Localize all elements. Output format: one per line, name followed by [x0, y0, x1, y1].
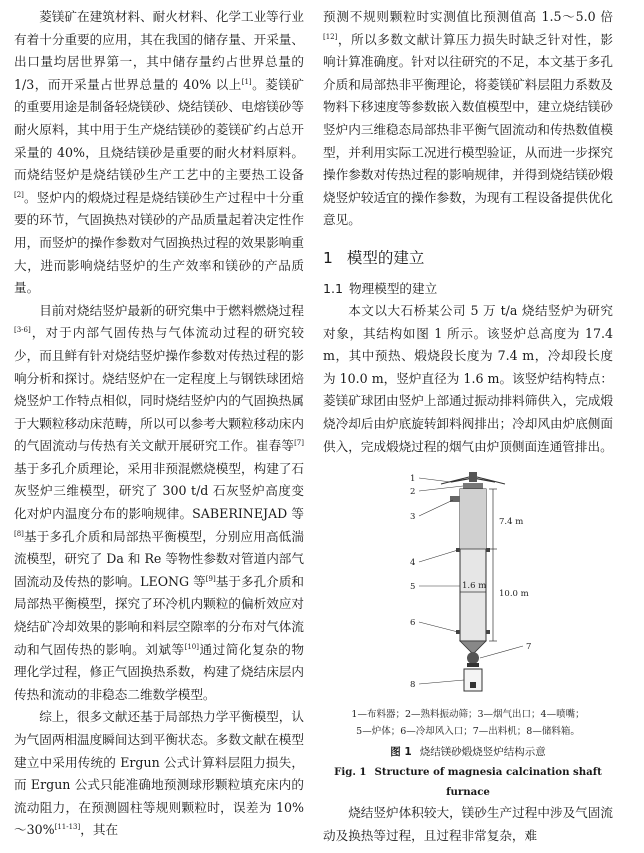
dim-width-label: 1.6 m [462, 581, 487, 592]
part-label-3: 3 [410, 512, 416, 523]
dim-top-label: 7.4 m [499, 517, 524, 528]
part-label-4: 4 [410, 558, 416, 569]
figure-1 [323, 464, 613, 704]
right-column [323, 6, 613, 847]
part-label-5: 5 [410, 582, 416, 593]
paragraph-literature: 目前对烧结竖炉最新的研究集中于燃料燃烧过程[3-6]，对于内部气固传热与气体流动过程的研究较少，而且鲜有针对烧结竖炉操作参数对传热过程的影响分析和探讨。烧结竖炉在一定程度上与钢铁球团焙烧竖炉工作特点相似，同时烧结竖炉内的气固换热属于大颗粒移动床范畴，所以可以参考大颗粒移动床内的气固流动与传热有关文献开展研究工作。崔春等[7]基于多孔介质理论，采用非预混燃烧模型，构建了石灰竖炉三维模型，研究了 300 t/d 石灰竖炉高度变化对炉内温度分布的影响规律。SABERINEJAD 等[8]基于多孔介质和局部热平衡模型，分别应用高低湍流模型，研究了 Da 和 Re 等物性参数对管道内部气固流动及传热的影响。LEONG 等[9]基于多孔介质和局部热平衡模型，探究了环冷机内颗粒的偏析效应对烧结矿冷却效果的影响和料层空隙率的分布对气体流动和气固传热的影响。刘斌等[10]通过简化复杂的物理化学过程，修正气固换热系数，构建了烧结床层内传热和流动的非稳态二维数学模型。 [14, 302, 304, 702]
discharger-icon [460, 641, 486, 667]
distributor-icon [441, 472, 505, 489]
dim-bottom-label: 10.0 m [499, 589, 529, 600]
section-heading-1: 1 模型的建立 [323, 248, 425, 267]
legend-line-2: 5—炉体；6—冷却风入口；7—出料机；8—储料箱。 [356, 726, 580, 738]
paragraph-intro: 菱镁矿在建筑材料、耐火材料、化学工业等行业有着十分重要的应用，其在我国的储存量、开采量、出口量均居世界第一，其中储存量约占世界总量的 1/3，而开采量占世界总量的 40% 以上[1]。菱镁矿的重要用途是制备轻烧镁砂、烧结镁砂、电熔镁砂等耐火原料，其中用于生产烧结镁砂的菱镁矿约占总开采量的 40%，且烧结镁砂是重要的耐火材料原料。而烧结竖炉是烧结镁砂生产工艺中的主要热工设备[2]。竖炉内的煅烧过程是烧结镁砂生产过程中十分重要的环节，气固换热对镁砂的产品质量起着决定性作用，而竖炉的操作参数对气固换热过程的效果影响重大，进而影响烧结竖炉的生产效率和镁砂的产品质量。 [14, 9, 304, 296]
legend-line-1: 1—布料器；2—熟料振动筛；3—烟气出口；4—喷嘴； [351, 709, 585, 721]
shaft-furnace-diagram [323, 464, 613, 704]
part-label-1: 1 [410, 474, 416, 485]
left-column [14, 6, 304, 842]
paragraph-summary: 综上，很多文献还基于局部热力学平衡模型，认为气固两相温度瞬间达到平衡状态。多数文献在模型建立中采用传统的 Ergun 公式计算料层阻力损失，而 Ergun 公式只能准确地预测球形颗粒填充床内的流动阻力，在预测圆柱等规则颗粒时，误差为 10%～30%[11-13]，其在 [14, 709, 304, 838]
section-heading-1-1: 1.1 物理模型的建立 [323, 280, 438, 296]
furnace-body [456, 489, 490, 641]
figure-legend [323, 706, 613, 740]
smoke-outlet [450, 496, 460, 502]
figure-caption-cn: 图 1 烧结镁砂煅烧竖炉结构示意 [390, 746, 546, 759]
part-label-7: 7 [526, 642, 532, 653]
paragraph-last: 烧结竖炉体积较大，镁砂生产过程中涉及气固流动及换热等过程，且过程非常复杂，难 [323, 805, 613, 843]
paragraph-model: 本文以大石桥某公司 5 万 t/a 烧结竖炉为研究对象，其结构如图 1 所示。该竖炉总高度为 17.4 m，其中预热、煅烧段长度为 7.4 m，冷却段长度为 10.0 m，竖炉直径为 1.6 m。该竖炉结构特点：菱镁矿球团由竖炉上部通过振动排料筛供入，完成煅烧冷却后由炉底旋转卸料阀排出；冷却风由炉底侧面供入，完成煅烧过程的烟气由炉顶侧面连通管排出。 [323, 302, 613, 454]
part-label-2: 2 [410, 487, 416, 498]
storage-bin-icon [464, 669, 482, 691]
paragraph-continuation: 预测不规则颗粒时实测值比预测值高 1.5～5.0 倍[12]，所以多数文献计算压力损失时缺乏针对性，影响计算准确度。针对以往研究的不足，本文基于多孔介质和局部热非平衡理论，将菱镁矿料层阻力系数及物料下移速度等参数嵌入数值模型中，建立烧结镁砂竖炉内三维稳态局部热非平衡气固流动和传热数值模型，并利用实际工况进行模型验证，从而进一步探究操作参数对传热过程的影响规律，并得到烧结镁砂煅烧竖炉较适宜的操作参数，为现有工程设备提供优化意见。 [323, 9, 613, 228]
figure-caption-en: Fig. 1 Structure of magnesia calcination shaft furnace [334, 766, 602, 799]
part-label-8: 8 [410, 680, 416, 691]
part-label-6: 6 [410, 618, 416, 629]
